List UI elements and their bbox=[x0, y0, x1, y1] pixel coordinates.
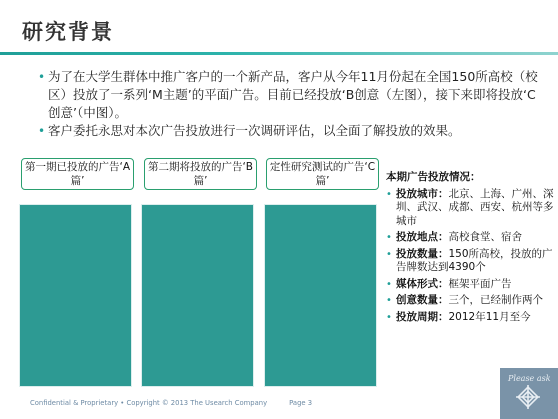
bullet-dot-icon: • bbox=[386, 311, 392, 323]
bullet-dot-icon: • bbox=[38, 124, 46, 138]
info-value: 150所高校，投放的广告牌数达到4390个 bbox=[396, 247, 553, 273]
bullet-dot-icon: • bbox=[386, 188, 392, 200]
bullet-text: 为了在大学生群体中推广客户的一个新产品，客户从今年11月份起在全国150所高校（校区）投放了一系列‘M主题’的平面广告。目前已经投放‘B创意（左图），接下来即将投放‘C创意’（中图）。 bbox=[48, 69, 538, 120]
info-item-location bbox=[386, 231, 554, 245]
info-key: 创意数量： bbox=[396, 294, 449, 306]
info-item-quantity bbox=[386, 248, 554, 275]
bullet-text: 客户委托永思对本次广告投放进行一次调研评估，以全面了解投放的效果。 bbox=[48, 123, 461, 138]
phase-label-c: 定性研究测试的广告‘C篇’ bbox=[266, 158, 379, 190]
bullet-dot-icon: • bbox=[386, 232, 392, 243]
intro-bullets bbox=[38, 68, 538, 140]
info-value: 框架平面广告 bbox=[448, 277, 512, 290]
company-logo bbox=[500, 368, 558, 419]
bullet-dot-icon: • bbox=[386, 295, 392, 306]
bullet-dot-icon: • bbox=[38, 70, 46, 84]
info-item-creative bbox=[386, 294, 554, 308]
info-key: 投放地点： bbox=[396, 231, 449, 243]
phase-label-a: 第一期已投放的广告‘A篇’ bbox=[21, 158, 134, 190]
bullet-item bbox=[38, 122, 538, 140]
footer bbox=[30, 399, 312, 407]
info-key: 投放数量： bbox=[396, 247, 449, 260]
info-item-city bbox=[386, 188, 554, 229]
info-value: 高校食堂、宿舍 bbox=[448, 231, 522, 243]
info-value: 2012年11月至今 bbox=[448, 310, 531, 323]
page-title: 研究背景 bbox=[22, 20, 114, 44]
page-number: Page 3 bbox=[289, 399, 313, 407]
info-list bbox=[386, 188, 554, 325]
info-value: 三个，已经制作两个 bbox=[448, 294, 543, 306]
info-key: 媒体形式： bbox=[396, 277, 449, 290]
info-heading: 本期广告投放情况： bbox=[386, 171, 481, 183]
ad-placement-info bbox=[386, 171, 554, 327]
ad-image-placeholder-b bbox=[141, 204, 254, 387]
info-value: 北京、上海、广州、深圳、武汉、成都、西安、杭州等多城市 bbox=[396, 187, 554, 227]
info-item-media bbox=[386, 278, 554, 292]
logo-text: Please ask bbox=[508, 374, 551, 383]
phase-label-b: 第二期将投放的广告‘B篇’ bbox=[144, 158, 257, 190]
bullet-dot-icon: • bbox=[386, 278, 392, 290]
ad-image-placeholder-a bbox=[19, 204, 132, 387]
knot-icon bbox=[500, 368, 558, 419]
info-key: 投放城市： bbox=[396, 187, 449, 200]
bullet-dot-icon: • bbox=[386, 248, 392, 260]
footer-copyright: Confidential & Proprietary • Copyright © 2013 The Usearch Company bbox=[30, 399, 268, 407]
info-key: 投放周期： bbox=[396, 310, 449, 323]
info-item-period bbox=[386, 311, 554, 325]
title-divider bbox=[0, 52, 558, 55]
ad-image-placeholder-c bbox=[264, 204, 377, 387]
bullet-item bbox=[38, 68, 538, 122]
